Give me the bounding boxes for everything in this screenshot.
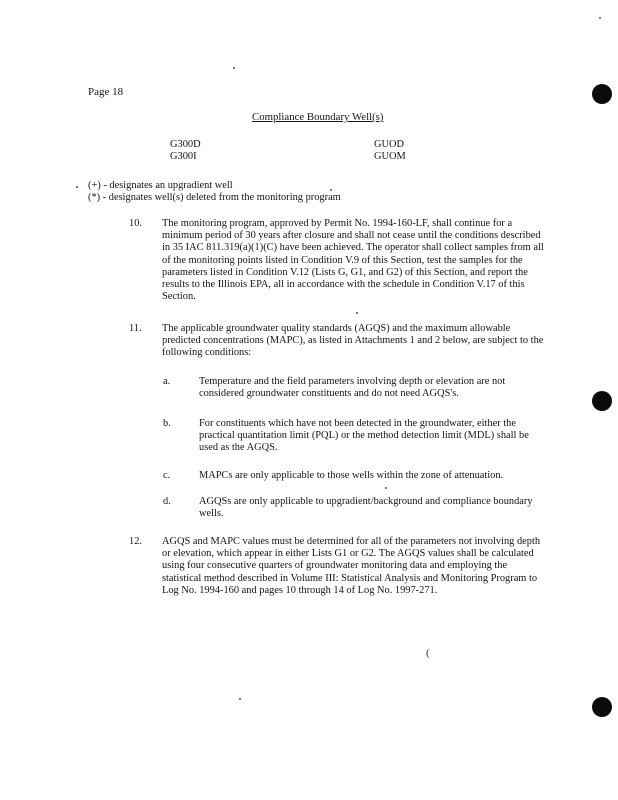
scan-speck [599,17,601,19]
scan-speck [233,67,235,69]
subitem-text-c: MAPCs are only applicable to those wells within the zone of attenuation. [199,470,504,481]
subitem-text-b: For constituents which have not been detected in the groundwater, either the practical quantitation limit (PQL) or the method detection limit (MDL) shall be used as the AGQS. [199,418,529,454]
stray-mark: ( [426,647,430,659]
subitem-text-a: Temperature and the field parameters involving depth or elevation are not considered groundwater constituents and do not need AGQS's. [199,376,506,400]
page-number: Page 18 [88,86,124,98]
punch-hole-middle [592,391,612,411]
subitem-letter-a: a. [163,376,171,387]
well-id: GUOD [374,139,405,150]
scan-speck [239,698,241,700]
item-number-12: 12. [129,536,142,547]
subitem-letter-d: d. [163,496,171,507]
scan-speck [356,312,358,314]
well-id: G300I [170,151,197,162]
item-text-11: The applicable groundwater quality standards (AGQS) and the maximum allowable predicted concentrations (MAPC), as listed in Attachments 1 and 2 below, are subject to the following conditions: [162,323,544,359]
scan-speck [385,487,387,489]
well-id: GUOM [374,151,406,162]
well-id: G300D [170,139,201,150]
punch-hole-top [592,84,612,104]
legend-upgradient: (+) - designates an upgradient well [88,180,233,191]
item-number-10: 10. [129,218,142,229]
section-title: Compliance Boundary Well(s) [252,111,384,123]
legend-deleted: (*) - designates well(s) deleted from the monitoring program [88,192,341,203]
item-text-12: AGQS and MAPC values must be determined for all of the parameters not involving depth or elevation, which appear in either Lists G1 or G2. The AGQS values shall be calculated using four consecutive quarters of groundwater monitoring data and employing the statistical method described in Volume III: Statistical Analysis and Monitoring Program to Log No. 1994-160 and pages 10 through 14 of Log No. 1997-271. [162,536,541,596]
item-number-11: 11. [129,323,142,334]
subitem-letter-b: b. [163,418,171,429]
subitem-letter-c: c. [163,470,171,481]
scan-speck [76,186,78,188]
subitem-text-d: AGQSs are only applicable to upgradient/background and compliance boundary wells. [199,496,533,520]
scan-speck [330,189,332,191]
item-text-10: The monitoring program, approved by Permit No. 1994-160-LF, shall continue for a minimum period of 30 years after closure and shall not cease until the conditions described in 35 IAC 811.319(a)(1)(C) have been achieved. The operator shall collect samples from all of the monitoring points listed in Condition V.9 of this Section, test the samples for the parameters listed in Condition V.12 (Lists G, G1, and G2) of this Section, and report the results to the Illinois EPA, all in accordance with the schedule in Condition V.17 of this Section. [162,218,544,303]
punch-hole-bottom [592,697,612,717]
